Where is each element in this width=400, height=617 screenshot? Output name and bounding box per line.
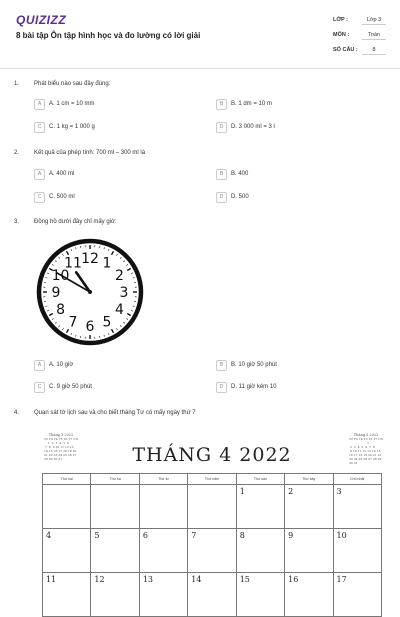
weekday-header-row [43,474,382,485]
mini-calendar-row: 30 31 [349,461,383,465]
calendar-day-cell [43,485,91,529]
option-text: A. 1 cm = 10 mm [49,101,95,107]
calendar-day-cell [188,485,236,529]
mini-calendar-title: Tháng 5 2022 [349,433,383,437]
clock-center-pin [88,290,92,294]
clock-number: 8 [56,302,65,318]
option-letter-box: C [34,122,45,133]
analog-clock [36,238,144,346]
option-text: D. 3 000 ml = 3 l [231,124,275,130]
calendar-day-cell: 5 [91,529,139,573]
calendar-week-row [43,573,382,617]
option-text: A. 400 ml [49,171,74,177]
q3-option-a[interactable] [34,359,73,371]
weekday-header: Thứ bảy [285,474,333,485]
calendar-day-cell: 15 [236,573,284,617]
meta-value-question-count: 8 [362,47,386,55]
calendar-grid [42,473,382,617]
clock-number: 12 [81,251,99,267]
calendar-day-cell: 12 [91,573,139,617]
option-letter-box: C [34,192,45,203]
option-text: B. 10 giờ 50 phút [231,362,277,368]
mini-calendar-row: 1 [349,441,383,445]
weekday-header: Thứ tư [139,474,187,485]
calendar-day-cell [91,485,139,529]
option-text: B. 400 [231,171,248,177]
clock-number: 11 [64,256,82,272]
calendar-day-cell: 4 [43,529,91,573]
clock-number: 3 [120,285,129,301]
meta-label-class: LỚP : [333,17,348,23]
option-letter-box: D [216,122,227,133]
clock-number: 7 [69,314,78,330]
meta-value-class: Lớp 3 [362,17,386,25]
question-text: Đồng hồ dưới đây chỉ mấy giờ: [34,219,117,225]
q1-option-d[interactable] [216,121,275,133]
meta-value-subject: Toán [362,32,386,40]
question-number: 4. [14,410,34,416]
clock-number: 4 [115,302,124,318]
calendar-day-cell: 10 [333,529,381,573]
meta-label-subject: MÔN : [333,32,349,38]
option-letter-box: A [34,99,45,110]
option-letter-box: A [34,169,45,180]
calendar-day-cell: 3 [333,485,381,529]
weekday-header: Thứ sáu [236,474,284,485]
q1-option-b[interactable] [216,98,272,110]
weekday-header: Thứ ba [91,474,139,485]
calendar-day-cell: 11 [43,573,91,617]
calendar-weeks [43,485,382,617]
mini-calendar-row: 28 29 30 31 [44,457,78,461]
meta-label-question-count: SỐ CÂU : [333,47,358,53]
option-letter-box: B [216,169,227,180]
calendar-title: THÁNG 4 2022 [38,444,386,466]
option-letter-box: A [34,360,45,371]
q2-option-c[interactable] [34,191,75,203]
mini-calendar-title: Tháng 3 2022 [44,433,78,437]
question-number: 3. [14,219,34,225]
option-letter-box: B [216,360,227,371]
mini-calendar-row: 16 17 18 19 20 21 22 [349,453,383,457]
option-letter-box: D [216,382,227,393]
clock-number: 5 [103,314,112,330]
option-letter-box: C [34,382,45,393]
q1-option-a[interactable] [34,98,95,110]
calendar-day-cell: 1 [236,485,284,529]
question-number: 2. [14,150,34,156]
calendar-day-cell: 6 [139,529,187,573]
option-letter-box: B [216,99,227,110]
calendar-day-cell: 13 [139,573,187,617]
clock-number: 1 [103,256,112,272]
calendar-day-cell: 14 [188,573,236,617]
question-text: Kết quả của phép tính: 700 ml – 300 ml là [34,150,145,156]
mini-calendar-row: 2 3 4 5 6 7 8 [349,445,383,449]
calendar-day-cell: 8 [236,529,284,573]
mini-calendar-row: 14 15 16 17 18 19 20 [44,449,78,453]
calendar-day-cell: 17 [333,573,381,617]
calendar-day-cell: 7 [188,529,236,573]
weekday-header: Thứ hai [43,474,91,485]
clock-number: 2 [115,268,124,284]
option-text: C. 500 ml [49,194,75,200]
mini-calendar-row: 21 22 23 24 25 26 27 [44,453,78,457]
calendar-day-cell: 16 [285,573,333,617]
option-text: C. 9 giờ 50 phút [49,384,92,390]
q1-option-c[interactable] [34,121,95,133]
q3-option-b[interactable] [216,359,277,371]
mini-calendar-row: 7 8 9 10 11 12 13 [44,445,78,449]
q2-option-d[interactable] [216,191,249,203]
mini-calendar-row: 1 2 3 4 5 6 [44,441,78,445]
calendar-week-row [43,529,382,573]
calendar-week-row [43,485,382,529]
calendar-day-cell: 9 [285,529,333,573]
mini-calendar-row: T2 T3 T4 T5 T6 T7 CN [44,437,78,441]
option-text: C. 1 kg = 1 000 g [49,124,95,130]
option-text: A. 10 giờ [49,362,73,368]
question-text: Quan sát tờ lịch sau và cho biết tháng Tư có mấy ngày thứ 7 [34,410,196,416]
weekday-header: Thứ năm [188,474,236,485]
q3-option-d[interactable] [216,381,277,393]
option-letter-box: D [216,192,227,203]
calendar-day-cell: 2 [285,485,333,529]
april-calendar [38,430,386,600]
worksheet-title: 8 bài tập Ôn tập hình học và đo lường có lời giải [16,31,200,40]
q3-option-c[interactable] [34,381,92,393]
clock-number: 9 [52,285,61,301]
quizizz-logo[interactable]: QUIZIZZ [16,13,66,27]
question-text: Phát biểu nào sau đây đúng: [34,81,110,87]
mini-calendar-row: 9 10 11 12 13 14 15 [349,449,383,453]
clock-number: 10 [52,268,70,284]
option-text: D. 11 giờ kém 10 [231,384,277,390]
worksheet-header [0,0,400,69]
clock-number: 6 [86,319,95,335]
q2-option-b[interactable] [216,168,248,180]
mini-calendar-row: T2 T3 T4 T5 T6 T7 CN [349,437,383,441]
mini-calendar-row: 23 24 25 26 27 28 29 [349,457,383,461]
weekday-header: Chủ nhật [333,474,381,485]
option-text: D. 500 [231,194,249,200]
question-number: 1. [14,81,34,87]
option-text: B. 1 dm = 10 m [231,101,272,107]
calendar-day-cell [139,485,187,529]
q2-option-a[interactable] [34,168,74,180]
